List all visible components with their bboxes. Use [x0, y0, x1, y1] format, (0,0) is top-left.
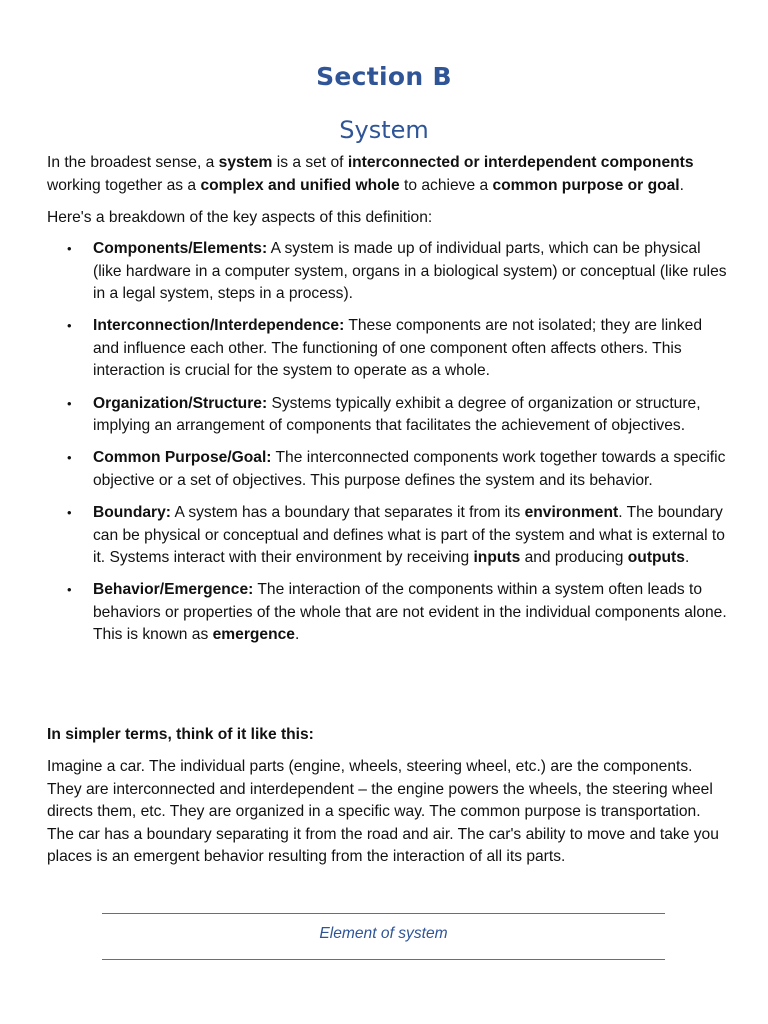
- list-item-interconnection: [47, 315, 727, 383]
- list-item-text: A system has a boundary that separates it from its: [170, 503, 525, 521]
- intro-text: working together as a: [47, 176, 201, 194]
- bullet-icon: •: [67, 582, 72, 598]
- intro-bold: system: [218, 154, 273, 171]
- list-item-text: Systems typically exhibit a degree of organization or structure, implying an arrangement of components that facilitates the achievement of objectives.: [93, 394, 701, 435]
- list-item-text: . The boundary can be physical or conceptual and defines what is part of the system and what is external to it. Systems interact with their environment by receiving: [93, 503, 725, 567]
- simpler-heading: [47, 724, 727, 747]
- list-item-bold: inputs: [473, 549, 521, 567]
- list-item-behavior: [47, 579, 727, 647]
- list-item-text: and producing: [520, 549, 628, 567]
- caption-top-rule: [102, 913, 665, 914]
- bullet-icon: •: [67, 241, 72, 256]
- list-item-text: The interconnected components work together towards a specific objective or a set of objectives. This purpose defines the system and its behavior.: [93, 449, 726, 489]
- subtitle: System: [339, 116, 429, 144]
- list-item-label: Interconnection/Interdependence:: [93, 317, 345, 335]
- intro-paragraph: [47, 152, 727, 197]
- bullet-icon: •: [67, 318, 72, 334]
- list-item-bold: outputs: [627, 549, 685, 567]
- list-item-label: Behavior/Emergence:: [93, 581, 254, 599]
- breakdown-paragraph: Here's a breakdown of the key aspects of this definition:: [47, 209, 433, 226]
- list-item-purpose: [47, 447, 727, 492]
- list-item-label: Components/Elements:: [93, 240, 268, 257]
- list-item-label: Common Purpose/Goal:: [93, 449, 272, 467]
- list-item-label: Organization/Structure:: [93, 394, 268, 412]
- bullet-icon: •: [67, 395, 72, 411]
- list-item-bold: emergence: [212, 626, 295, 644]
- simpler-heading-text: In simpler terms, think of it like this:: [47, 726, 314, 743]
- section-title: Section B: [316, 62, 452, 91]
- list-item-components: [47, 238, 727, 306]
- figure-caption: Element of system: [319, 925, 448, 942]
- car-example-paragraph: Imagine a car. The individual parts (engine, wheels, steering wheel, etc.) are the components. They are interconnected and interdependent – the engine powers the wheels, the steering wheel directs them, etc. They are organized in a specific way. The common purpose is transportation. The car has a boundary separating it from the road and air. The car's ability to move and take you places is an emergent behavior resulting from the interaction of all its parts.: [47, 758, 719, 866]
- intro-text: is a set of: [272, 154, 348, 171]
- list-item-text: .: [294, 626, 300, 644]
- list-item-text: These components are not isolated; they are linked and influence each other. The functioning of one component often affects others. This interaction is crucial for the system to operate as a whole.: [93, 317, 703, 380]
- list-item-organization: [47, 393, 727, 438]
- intro-text: .: [679, 176, 684, 194]
- list-item-text: .: [684, 549, 690, 567]
- key-aspects-list: [47, 238, 727, 657]
- intro-bold: common purpose or goal: [492, 176, 680, 194]
- intro-text: to achieve a: [399, 176, 493, 194]
- list-item-bold: environment: [524, 503, 619, 521]
- list-item-text: A system is made up of individual parts, which can be physical (like hardware in a computer system, organs in a biological system) or conceptual (like rules in a legal system, steps in a process).: [93, 240, 727, 303]
- caption-bottom-rule: [102, 959, 665, 960]
- list-item-text: The interaction of the components within a system often leads to behaviors or properties of the whole that are not evident in the individual components alone. This is known as: [93, 581, 727, 644]
- intro-text: In the broadest sense, a: [47, 154, 219, 171]
- bullet-icon: •: [67, 504, 72, 520]
- bullet-icon: •: [67, 450, 72, 466]
- list-item-boundary: [47, 502, 727, 570]
- intro-bold: complex and unified whole: [200, 176, 400, 194]
- list-item-label: Boundary:: [93, 503, 171, 521]
- intro-bold: interconnected or interdependent components: [347, 154, 694, 171]
